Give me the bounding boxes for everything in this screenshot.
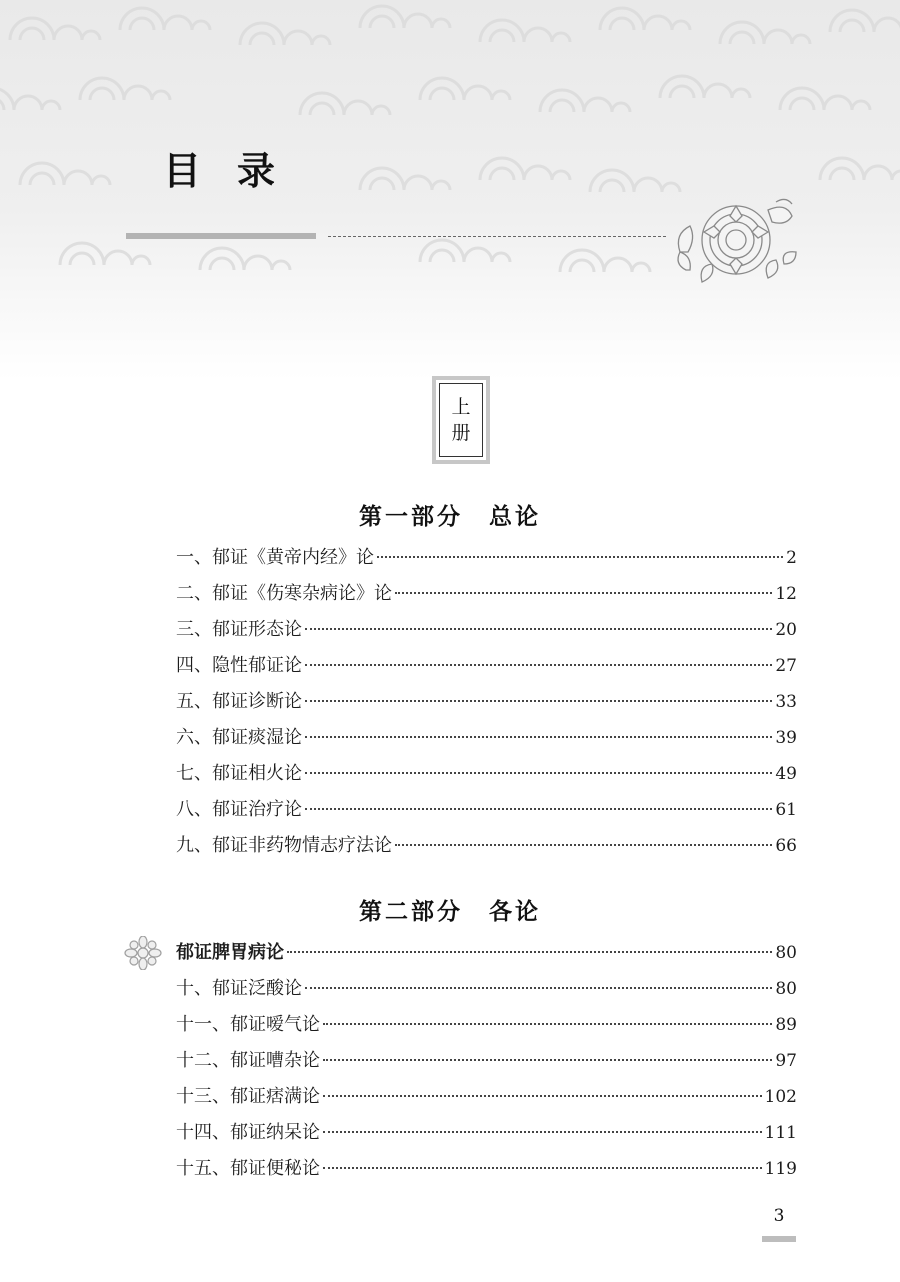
toc-entry[interactable] <box>176 1049 797 1073</box>
page-number: 3 <box>773 1206 785 1226</box>
part-heading-name: 各论 <box>489 898 541 925</box>
dot-leader <box>395 844 772 846</box>
toc-entry[interactable] <box>176 798 797 822</box>
toc-entry-page: 27 <box>775 656 797 676</box>
toc-entry-page: 2 <box>786 548 797 568</box>
toc-entry-page: 80 <box>775 943 797 963</box>
title-rule-solid <box>126 233 316 239</box>
toc-entry[interactable] <box>176 690 797 714</box>
toc-entry[interactable] <box>176 1121 797 1145</box>
toc-entry[interactable] <box>176 977 797 1001</box>
dot-leader <box>287 951 772 953</box>
toc-entry-label: 二、郁证《伤寒杂病论》论 <box>176 583 392 604</box>
toc-entry-page: 89 <box>775 1015 797 1035</box>
toc-entry-label: 五、郁证诊断论 <box>176 691 302 712</box>
dot-leader <box>305 664 772 666</box>
toc-entry-label: 十五、郁证便秘论 <box>176 1158 320 1179</box>
dot-leader <box>323 1023 772 1025</box>
part-heading-number: 第一部分 <box>359 503 463 530</box>
dot-leader <box>323 1167 762 1169</box>
toc-entry-label: 十四、郁证纳呆论 <box>176 1122 320 1143</box>
toc-entry[interactable] <box>176 1085 797 1109</box>
toc-entry-label: 八、郁证治疗论 <box>176 799 302 820</box>
toc-entry-page: 33 <box>775 692 797 712</box>
toc-entry-label: 七、郁证相火论 <box>176 763 302 784</box>
toc-entry[interactable] <box>176 726 797 750</box>
dot-leader <box>305 987 772 989</box>
toc-entry-label: 十、郁证泛酸论 <box>176 978 302 999</box>
toc-entry-page: 12 <box>775 584 797 604</box>
dot-leader <box>305 772 772 774</box>
toc-entry-page: 97 <box>775 1051 797 1071</box>
header-cloud-background <box>0 0 900 380</box>
flower-bullet-icon <box>124 936 162 970</box>
toc-section-entry[interactable] <box>176 941 797 965</box>
toc-entry[interactable] <box>176 1013 797 1037</box>
toc-entry[interactable] <box>176 546 797 570</box>
dot-leader <box>323 1131 762 1133</box>
toc-entry-page: 111 <box>764 1123 797 1143</box>
part-heading-number: 第二部分 <box>359 898 463 925</box>
dot-leader <box>305 736 772 738</box>
title-rule-dashed <box>328 236 666 237</box>
dot-leader <box>323 1059 772 1061</box>
page-title: 目录 <box>163 149 312 193</box>
toc-entry-label: 九、郁证非药物情志疗法论 <box>176 835 392 856</box>
toc-entry-page: 20 <box>775 620 797 640</box>
volume-char-top: 上 <box>451 396 471 418</box>
toc-entry-page: 119 <box>764 1159 797 1179</box>
cloud-pattern-icon <box>0 0 900 380</box>
dot-leader <box>395 592 772 594</box>
toc-entry[interactable] <box>176 762 797 786</box>
toc-entry-page: 80 <box>775 979 797 999</box>
toc-entry[interactable] <box>176 834 797 858</box>
toc-entry-label: 十一、郁证嗳气论 <box>176 1014 320 1035</box>
toc-entry-page: 61 <box>775 800 797 820</box>
volume-char-bottom: 册 <box>451 422 471 444</box>
part-heading-2 <box>0 893 900 926</box>
toc-entry-page: 39 <box>775 728 797 748</box>
toc-entry-label: 六、郁证痰湿论 <box>176 727 302 748</box>
toc-entry-page: 49 <box>775 764 797 784</box>
toc-entry-page: 66 <box>775 836 797 856</box>
part-heading-1 <box>0 498 900 531</box>
chrysanthemum-icon <box>672 192 802 288</box>
page-number-bar <box>762 1236 796 1242</box>
dot-leader <box>377 556 783 558</box>
dot-leader <box>323 1095 762 1097</box>
toc-entry-label: 十二、郁证嘈杂论 <box>176 1050 320 1071</box>
toc-entry-label: 四、隐性郁证论 <box>176 655 302 676</box>
toc-entry-label: 三、郁证形态论 <box>176 619 302 640</box>
dot-leader <box>305 628 772 630</box>
toc-entry[interactable] <box>176 1157 797 1181</box>
toc-section-label: 郁证脾胃病论 <box>176 942 284 963</box>
toc-entry[interactable] <box>176 582 797 606</box>
dot-leader <box>305 700 772 702</box>
part-heading-name: 总论 <box>489 503 541 530</box>
toc-entry-label: 一、郁证《黄帝内经》论 <box>176 547 374 568</box>
dot-leader <box>305 808 772 810</box>
toc-entry-page: 102 <box>764 1087 797 1107</box>
toc-entry-label: 十三、郁证痞满论 <box>176 1086 320 1107</box>
volume-label-box <box>432 376 490 464</box>
toc-entry[interactable] <box>176 618 797 642</box>
toc-entry[interactable] <box>176 654 797 678</box>
